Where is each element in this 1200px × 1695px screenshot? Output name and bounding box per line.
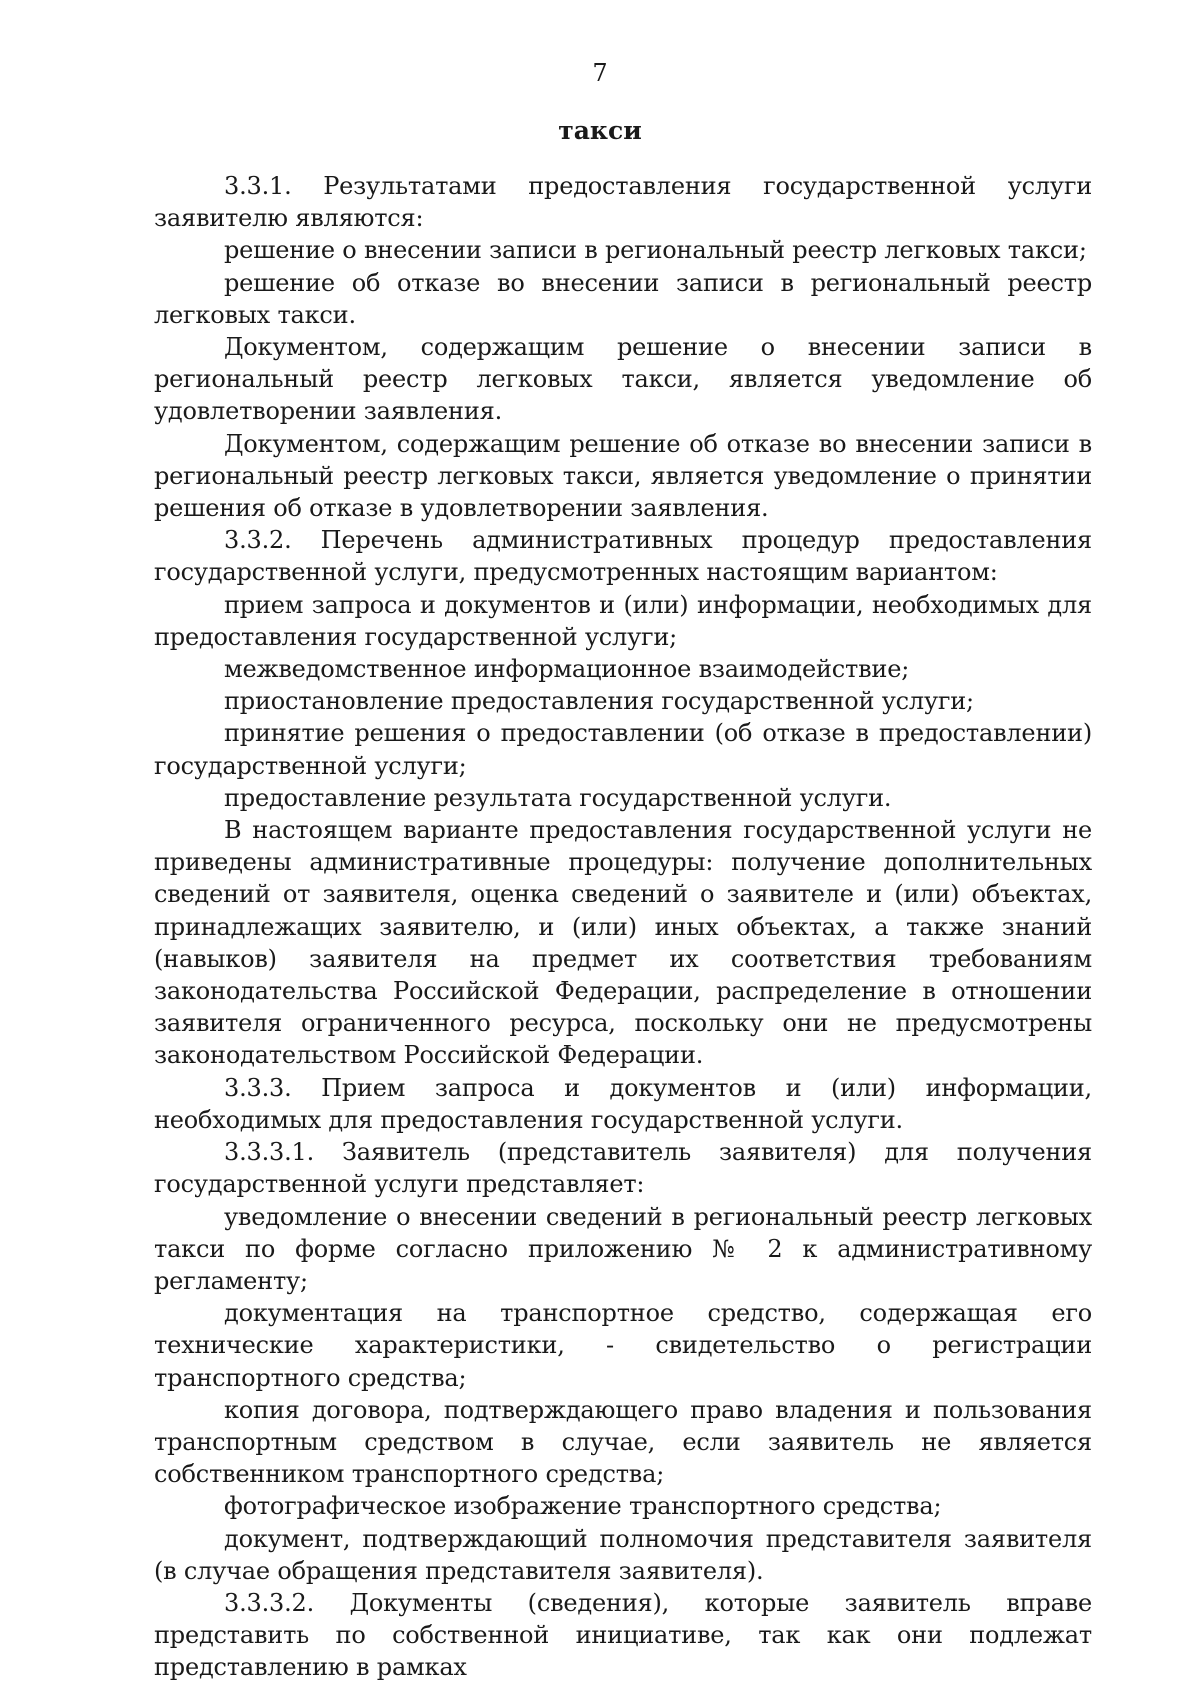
list-item-doc-authority: документ, подтверждающий полномочия представителя заявителя (в случае обращения представителя заявителя). xyxy=(154,1524,1092,1585)
list-item-result-positive: решение о внесении записи в региональный реестр легковых такси; xyxy=(224,236,1087,265)
list-item-doc-vehicle-papers: документация на транспортное средство, содержащая его технические характеристики, - свидетельство о регистрации транспортного средства; xyxy=(154,1299,1092,1392)
list-item-doc-notification: уведомление о внесении сведений в региональный реестр легковых такси по форме согласно приложению № 2 к административному регламенту; xyxy=(154,1202,1092,1295)
paragraph-3-3-1: 3.3.1. Результатами предоставления государственной услуги заявителю являются: xyxy=(154,172,1092,233)
list-item-result-negative: решение об отказе во внесении записи в региональный реестр легковых такси. xyxy=(154,268,1092,329)
paragraph-3-3-2: 3.3.2. Перечень административных процедур предоставления государственной услуги, предусмотренных настоящим вариантом: xyxy=(154,526,1092,587)
list-item-procedure-result: предоставление результата государственной услуги. xyxy=(224,783,892,812)
list-item-procedure-intake: прием запроса и документов и (или) информации, необходимых для предоставления государственной услуги; xyxy=(154,590,1092,651)
list-item-procedure-suspension: приостановление предоставления государственной услуги; xyxy=(224,687,974,716)
paragraph-3-3-3-2: 3.3.3.2. Документы (сведения), которые заявитель вправе представить по собственной инициативе, так как они подлежат представлению в рамках xyxy=(154,1588,1092,1682)
list-item-doc-photo: фотографическое изображение транспортного средства; xyxy=(224,1492,942,1521)
section-heading: такси xyxy=(558,116,642,145)
document-body xyxy=(154,170,1092,1684)
list-item-procedure-interagency: межведомственное информационное взаимодействие; xyxy=(224,655,910,684)
paragraph-3-3-3: 3.3.3. Прием запроса и документов и (или) информации, необходимых для предоставления государственной услуги. xyxy=(154,1073,1092,1134)
paragraph-excluded-procedures: В настоящем варианте предоставления государственной услуги не приведены административные процедуры: получение дополнительных сведений от заявителя, оценка сведений о заявителе и (или) объектах, принадлежащих заявителю, и (или) иных объектах, а также знаний (навыков) заявителя на предмет их соответствия требованиям законодательства Российской Федерации, распределение в отношении заявителя ограниченного ресурса, поскольку они не предусмотрены законодательством Российской Федерации. xyxy=(154,816,1092,1070)
paragraph-negative-document: Документом, содержащим решение об отказе во внесении записи в региональный реестр легковых такси, является уведомление о принятии решения об отказе в удовлетворении заявления. xyxy=(154,429,1092,523)
list-item-doc-contract-copy: копия договора, подтверждающего право владения и пользования транспортным средством в случае, если заявитель не является собственником транспортного средства; xyxy=(154,1395,1092,1489)
list-item-procedure-decision: принятие решения о предоставлении (об отказе в предоставлении) государственной услуги; xyxy=(154,719,1092,780)
paragraph-3-3-3-1: 3.3.3.1. Заявитель (представитель заявителя) для получения государственной услуги представляет: xyxy=(154,1138,1092,1199)
page-number: 7 xyxy=(592,59,608,87)
paragraph-positive-document: Документом, содержащим решение о внесении записи в региональный реестр легковых такси, является уведомление об удовлетворении заявления. xyxy=(154,333,1092,426)
